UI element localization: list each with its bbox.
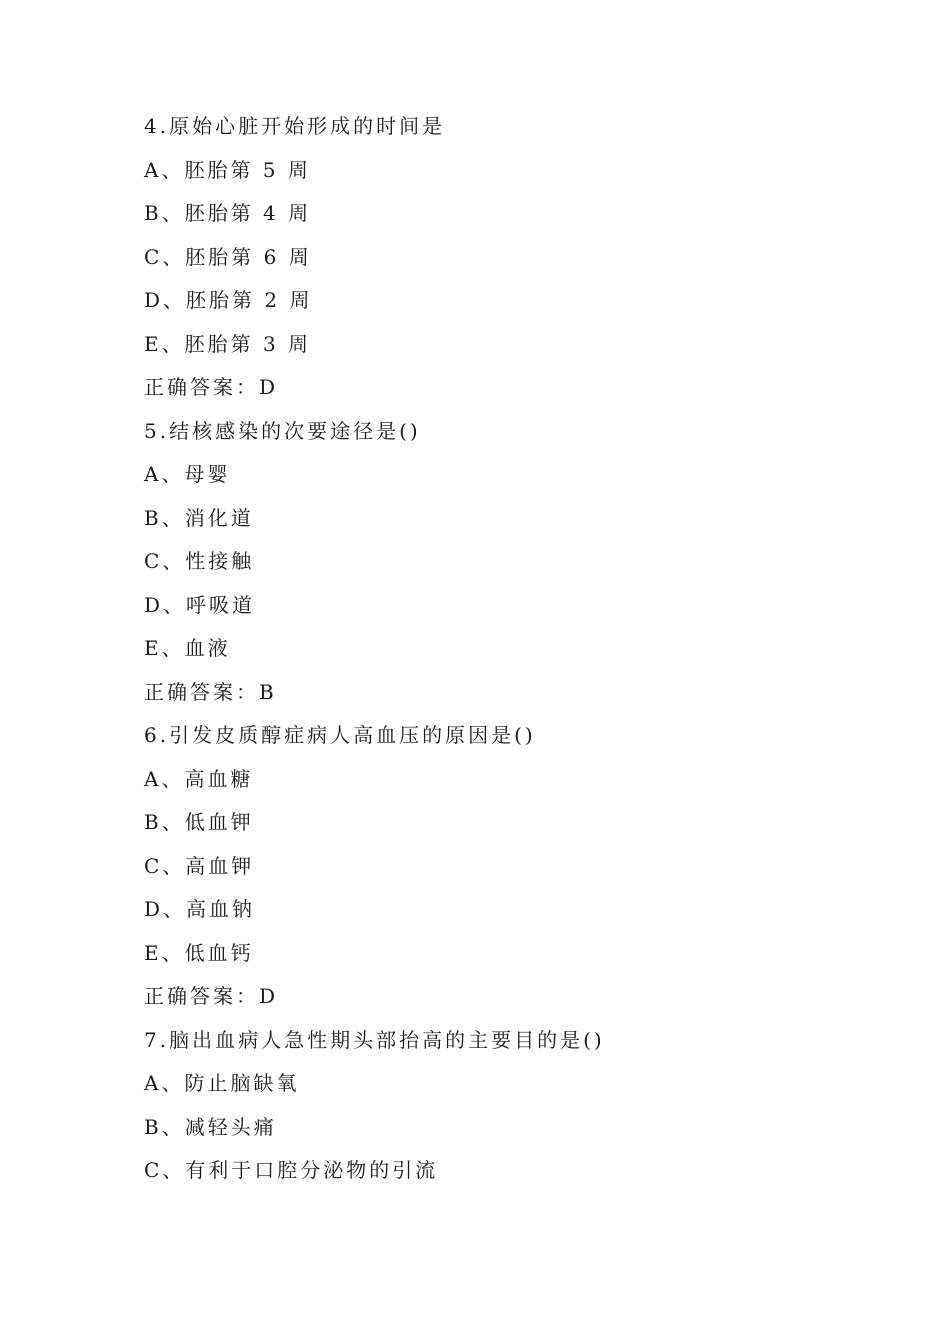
option-c: C、有利于口腔分泌物的引流	[144, 1158, 439, 1182]
option-d: D、高血钠	[144, 897, 256, 921]
correct-answer: 正确答案：B	[144, 679, 277, 704]
option-c: C、胚胎第 6 周	[144, 244, 312, 269]
option-a: A、高血糖	[144, 766, 254, 791]
option-b: B、消化道	[144, 505, 254, 530]
option-e: E、低血钙	[144, 940, 254, 965]
option-a: A、防止脑缺氧	[144, 1071, 300, 1095]
option-e: E、血液	[144, 636, 231, 660]
option-e: E、胚胎第 3 周	[144, 331, 312, 356]
question-4	[144, 109, 904, 414]
question-stem: 5.结核感染的次要途径是()	[144, 418, 421, 443]
correct-answer: 正确答案：D	[144, 375, 279, 399]
option-c: C、高血钾	[144, 853, 255, 878]
document-page	[144, 109, 904, 1197]
option-d: D、胚胎第 2 周	[144, 288, 313, 312]
question-7	[144, 1023, 904, 1197]
option-a: A、母婴	[144, 462, 231, 486]
correct-answer: 正确答案：D	[144, 984, 279, 1008]
question-stem: 4.原始心脏开始形成的时间是	[144, 114, 446, 138]
option-a: A、胚胎第 5 周	[144, 157, 311, 182]
question-stem: 7.脑出血病人急性期头部抬高的主要目的是()	[144, 1027, 605, 1052]
question-6	[144, 718, 904, 1023]
option-b: B、低血钾	[144, 810, 254, 834]
question-5	[144, 414, 904, 719]
option-c: C、性接触	[144, 549, 255, 573]
option-b: B、胚胎第 4 周	[144, 201, 312, 225]
option-b: B、减轻头痛	[144, 1114, 277, 1139]
question-stem: 6.引发皮质醇症病人高血压的原因是()	[144, 723, 536, 747]
option-d: D、呼吸道	[144, 592, 256, 617]
